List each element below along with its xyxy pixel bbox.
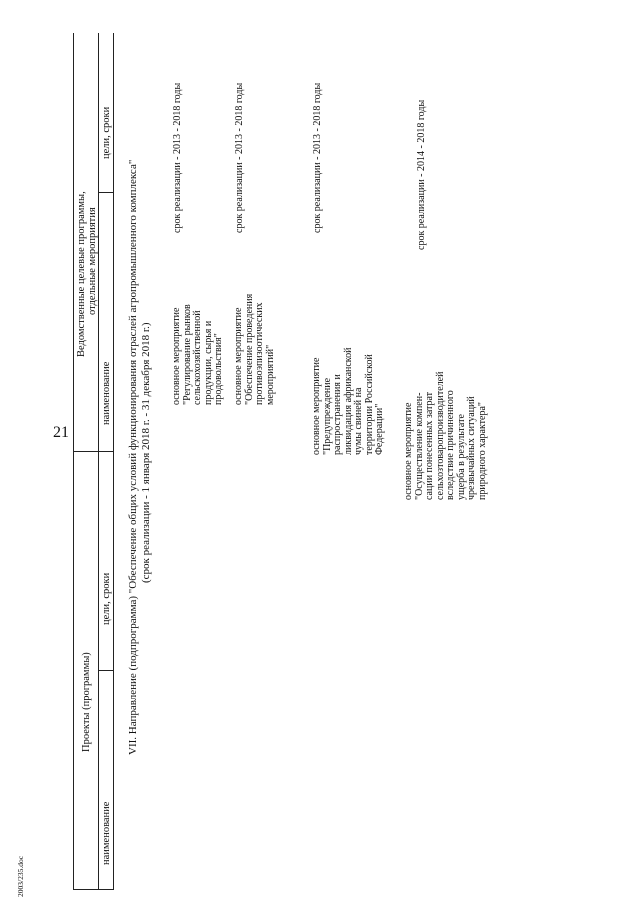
header-col-name-left: наименование — [101, 801, 112, 865]
section-term: (срок реализации - 1 января 2018 г. - 31 декабря 2018 г.) — [140, 322, 152, 583]
row-4-term: срок реализации - 2014 - 2018 годы — [416, 99, 427, 250]
row-3-name: основное мероприятие "Предупреждение распространения и ликвидация африканской чумы свиней на территории Российской Федерации" — [311, 347, 385, 455]
header-col-goals-left: цели, сроки — [101, 572, 112, 625]
header-left-group: Проекты (программы) — [81, 652, 92, 752]
left-col-divider — [98, 670, 113, 671]
row-2-term: срок реализации - 2013 - 2018 годы — [234, 82, 245, 233]
group-divider — [73, 451, 113, 452]
section-title: VII. Направление (подпрограмма) "Обеспечение общих условий функционирования отраслей агропромышленного комплекса" — [127, 159, 139, 755]
row-4-name: основное мероприятие "Осуществление компен- сации понесенных затрат сельхозтоваропроизводителей вследствие причиненного ущерба в результате чрезвычайных ситуаций природного характера" — [403, 371, 488, 500]
page-number: 21 — [53, 424, 69, 441]
row-2-name: основное мероприятие "Обеспечение проведения противоэпизоотических мероприятий" — [233, 293, 276, 405]
header-group-rule — [98, 33, 99, 890]
footer-doc-id: 2003/235.doc — [16, 855, 25, 897]
row-3-term: срок реализации - 2013 - 2018 годы — [312, 82, 323, 233]
header-col-goals-right: цели, сроки — [101, 106, 112, 159]
left-group-border — [73, 889, 113, 890]
header-bottom-rule — [113, 33, 114, 890]
row-1-term: срок реализации - 2013 - 2018 годы — [172, 82, 183, 233]
header-right-group-line1: Ведомственные целевые программы, — [76, 191, 87, 357]
header-right-group-line2: отдельные мероприятия — [87, 207, 98, 315]
row-1-name: основное мероприятие "Регулирование рынков сельскохозяйственной продукции, сырья и продовольствия" — [171, 304, 224, 405]
right-col-divider — [98, 192, 113, 193]
header-col-name-right: наименование — [101, 361, 112, 425]
table-top-rule — [73, 33, 74, 890]
